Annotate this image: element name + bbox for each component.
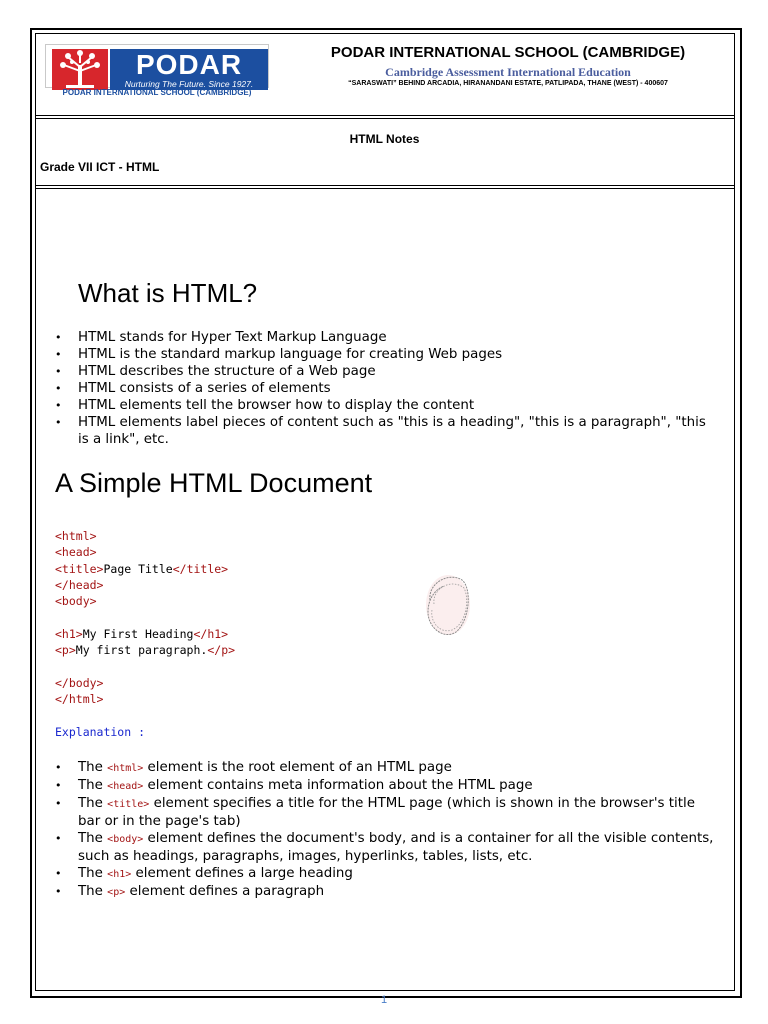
list-item: • The <html> element is the root element of an HTML page — [55, 759, 720, 777]
section-heading-what-is-html: What is HTML? — [78, 278, 258, 308]
list-item: • The <head> element contains meta information about the HTML page — [55, 777, 720, 795]
header-divider-top — [35, 115, 734, 116]
school-address: “SARASWATI” BEHIND ARCADIA, HIRANANDANI ESTATE, PATLIPADA, THANE (WEST) - 400607 — [348, 80, 668, 87]
list-item: • The <body> element defines the document's body, and is a container for all the visible contents, such as headings, paragraphs, images, hyperlinks, tables, lists, etc. — [55, 830, 720, 865]
logo-box — [45, 44, 269, 88]
list-item: • HTML elements tell the browser how to display the content — [55, 397, 720, 414]
code-line: <title>Page Title</title> — [55, 561, 229, 576]
exam-board: Cambridge Assessment International Education — [385, 65, 631, 79]
code-line: </body> — [55, 675, 104, 690]
list-item: • HTML consists of a series of elements — [55, 380, 720, 397]
code-line: </html> — [55, 691, 104, 706]
code-line: <html> — [55, 529, 97, 543]
header-divider-bottom — [35, 185, 734, 186]
notes-title: HTML Notes — [349, 132, 420, 146]
list-item: • The <h1> element defines a large heading — [55, 865, 720, 883]
code-line: <h1>My First Heading</h1> — [55, 626, 229, 641]
code-blank-line — [55, 609, 235, 625]
list-item: • HTML elements label pieces of content such as "this is a heading", "this is a paragraph", "this is a link", etc. — [55, 414, 720, 448]
code-line: <p>My first paragraph.</p> — [55, 643, 236, 658]
school-name: PODAR INTERNATIONAL SCHOOL (CAMBRIDGE) — [330, 44, 686, 61]
list-item: • HTML stands for Hyper Text Markup Language — [55, 329, 720, 346]
header-divider-bottom-double — [35, 188, 734, 189]
logo-wordmark — [110, 49, 268, 90]
explanation-list — [55, 759, 720, 901]
explanation-label: Explanation : — [55, 725, 146, 739]
list-item: • The <title> element specifies a title for the HTML page (which is shown in the browser's title bar or in the page's tab) — [55, 795, 720, 830]
page-number: 1 — [380, 994, 388, 1006]
school-logo — [45, 40, 269, 102]
section-heading-simple-document: A Simple HTML Document — [55, 468, 373, 498]
logo-subtitle: PODAR INTERNATIONAL SCHOOL (CAMBRIDGE) — [62, 88, 252, 97]
code-line: <body> — [55, 594, 97, 609]
logo-word: PODAR — [135, 49, 243, 80]
header-divider-top-double — [35, 118, 734, 119]
html-facts-list — [55, 329, 720, 448]
list-item: • The <p> element defines a paragraph — [55, 883, 720, 901]
pencil-scribble-mark — [420, 570, 476, 640]
code-line: </head> — [55, 577, 104, 592]
code-example — [55, 528, 235, 707]
list-item: • HTML describes the structure of a Web page — [55, 363, 720, 380]
code-line: <head> — [55, 545, 97, 560]
tree-icon — [52, 49, 108, 90]
logo-tagline: Nurturing The Future. Since 1927. — [124, 79, 254, 89]
grade-label: Grade VII ICT - HTML — [40, 160, 160, 174]
code-blank-line — [55, 658, 235, 674]
list-item: • HTML is the standard markup language for creating Web pages — [55, 346, 720, 363]
